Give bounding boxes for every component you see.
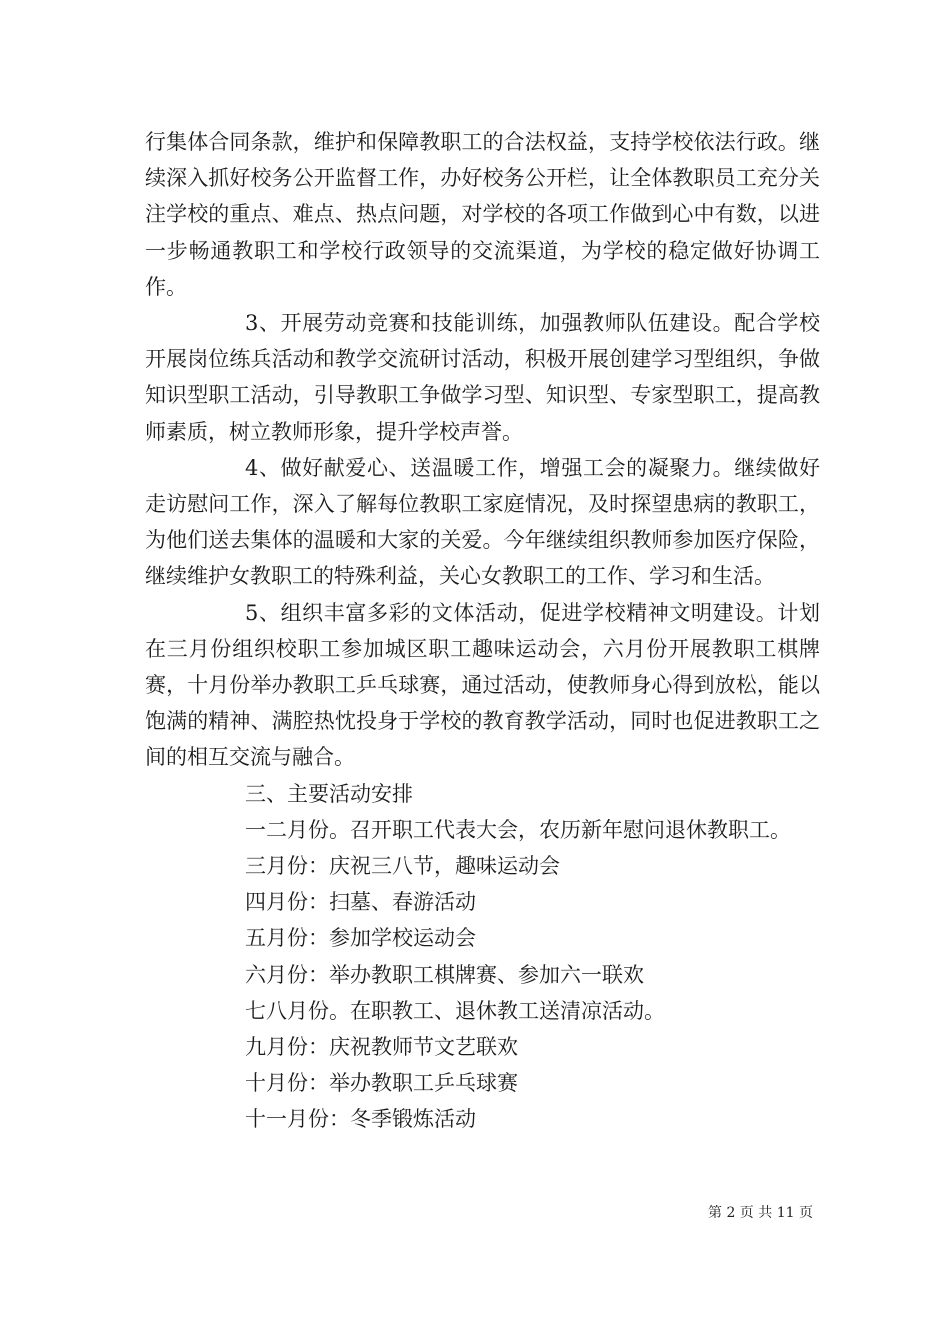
schedule-heading: 三、主要活动安排 <box>245 781 413 806</box>
paragraph-labor-competition: 3、开展劳动竞赛和技能训练，加强教师队伍建设。配合学校开展岗位练兵活动和教学交流研讨活动，积极开展创建学习型组织，争做知识型职工活动，引导教职工争做学习型、知识型、专家型职工，提高教师素质，树立教师形象，提升学校声誉。 <box>145 311 820 444</box>
schedule-item: 一二月份。召开职工代表大会，农历新年慰问退休教职工。 <box>245 817 791 842</box>
paragraph-cultural-activities: 5、组织丰富多彩的文体活动，促进学校精神文明建设。计划在三月份组织校职工参加城区职工趣味运动会，六月份开展教职工棋牌赛，十月份举办教职工乒乓球赛，通过活动，使教师身心得到放松，能以饱满的精神、满腔热忱投身于学校的教育教学活动，同时也促进教职工之间的相互交流与融合。 <box>145 600 820 770</box>
schedule-item: 七八月份。在职教工、退休教工送清凉活动。 <box>245 998 665 1023</box>
schedule-item: 六月份：举办教职工棋牌赛、参加六一联欢 <box>245 962 644 987</box>
schedule-item: 十月份：举办教职工乒乓球赛 <box>245 1071 518 1096</box>
document-body <box>145 124 820 1138</box>
schedule-item: 三月份：庆祝三八节，趣味运动会 <box>245 854 560 879</box>
schedule-item: 十一月份：冬季锻炼活动 <box>245 1107 476 1132</box>
schedule-item: 五月份：参加学校运动会 <box>245 926 476 951</box>
schedule-item: 四月份：扫墓、春游活动 <box>245 890 476 915</box>
schedule-item: 九月份：庆祝教师节文艺联欢 <box>245 1035 518 1060</box>
paragraph-rights: 行集体合同条款，维护和保障教职工的合法权益，支持学校依法行政。继续深入抓好校务公开监督工作，办好校务公开栏，让全体教职员工充分关注学校的重点、难点、热点问题，对学校的各项工作做到心中有数，以进一步畅通教职工和学校行政领导的交流渠道，为学校的稳定做好协调工作。 <box>145 130 820 299</box>
page-number-footer: 第 2 页 共 11 页 <box>708 1205 813 1221</box>
paragraph-care-warmth: 4、做好献爱心、送温暖工作，增强工会的凝聚力。继续做好走访慰问工作，深入了解每位教职工家庭情况，及时探望患病的教职工，为他们送去集体的温暖和大家的关爱。今年继续组织教师参加医疗保险，继续维护女教职工的特殊利益，关心女教职工的工作、学习和生活。 <box>145 455 820 589</box>
